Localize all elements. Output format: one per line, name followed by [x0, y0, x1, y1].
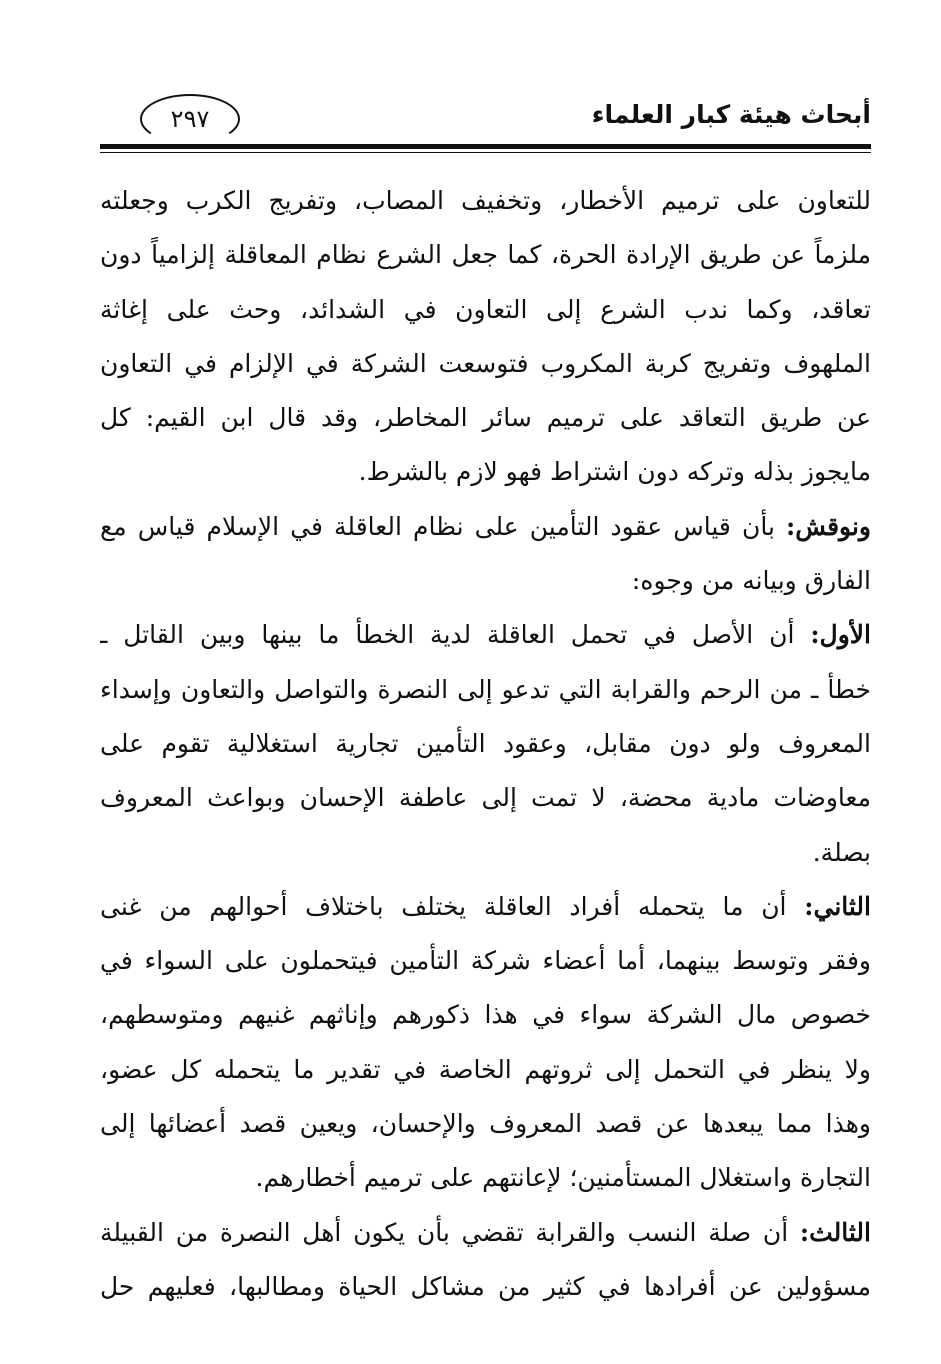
text-line [100, 1043, 871, 1097]
section-lead: الثالث: [799, 1217, 871, 1247]
running-title: أبحاث هيئة كبار العلماء [591, 100, 871, 129]
line-text: مسؤولين عن أفرادها في كثير من مشاكل الحياة ومطالبها، فعليهم حل [100, 1271, 871, 1301]
header-rule-thick [100, 144, 871, 149]
text-line [100, 934, 871, 988]
body-text [100, 174, 871, 1314]
line-text: أن ما يتحمله أفراد العاقلة يختلف باختلاف أحوالهم من غنى [100, 891, 805, 921]
line-text: خصوص مال الشركة سواء في هذا ذكورهم وإناثهم غنيهم ومتوسطهم، [100, 1000, 871, 1030]
text-line [100, 228, 871, 282]
text-line [100, 988, 871, 1042]
line-text: ولا ينظر في التحمل إلى ثروتهم الخاصة في تقدير ما يتحمله كل عضو، [100, 1054, 871, 1084]
line-text: ملزماً عن طريق الإرادة الحرة، كما جعل الشرع نظام المعاقلة إلزامياً دون [100, 240, 871, 270]
line-text: وفقر وتوسط بينهما، أما أعضاء شركة التأمين فيتحملون على السواء في [100, 946, 871, 976]
text-line [100, 1260, 871, 1314]
line-text: معاوضات مادية محضة، لا تمت إلى عاطفة الإحسان وبواعث المعروف [100, 783, 871, 813]
text-line [100, 391, 871, 445]
line-text: أن صلة النسب والقرابة تقضي بأن يكون أهل النصرة من القبيلة [100, 1217, 800, 1247]
line-text: المعروف ولو دون مقابل، وعقود التأمين تجارية استغلالية تقوم على [100, 728, 871, 758]
text-line [100, 717, 871, 771]
header-rule-thin [100, 152, 871, 153]
text-line [100, 554, 871, 608]
text-line [100, 445, 871, 499]
line-text: بصلة. [812, 837, 871, 867]
text-line [100, 608, 871, 662]
line-text: خطأ ـ من الرحم والقرابة التي تدعو إلى النصرة والتواصل والتعاون وإسداء [100, 674, 871, 704]
text-line [100, 174, 871, 228]
page-header [100, 90, 871, 156]
text-line [100, 283, 871, 337]
line-text: التجارة واستغلال المستأمنين؛ لإعانتهم على ترميم أخطارهم. [255, 1163, 871, 1193]
text-line [100, 880, 871, 934]
text-line [100, 663, 871, 717]
line-text: أن الأصل في تحمل العاقلة لدية الخطأ ما بينها وبين القاتل ـ [100, 620, 811, 650]
page-number: ٢٩٧ [140, 94, 240, 144]
text-line [100, 771, 871, 825]
text-line [100, 337, 871, 391]
line-text: الفارق وبيانه من وجوه: [631, 566, 871, 596]
section-lead: ونوقش: [786, 511, 871, 541]
text-line [100, 826, 871, 880]
line-text: عن طريق التعاقد على ترميم سائر المخاطر، وقد قال ابن القيم: كل [100, 403, 871, 433]
line-text: للتعاون على ترميم الأخطار، وتخفيف المصاب، وتفريج الكرب وجعلته [100, 186, 871, 215]
line-text: الملهوف وتفريج كربة المكروب فتوسعت الشركة في الإلزام في التعاون [100, 348, 871, 378]
section-lead: الأول: [810, 620, 871, 650]
text-line [100, 1206, 871, 1260]
line-text: وهذا مما يبعدها عن قصد المعروف والإحسان، ويعين قصد أعضائها إلى [100, 1109, 871, 1139]
line-text: تعاقد، وكما ندب الشرع إلى التعاون في الشدائد، وحث على إغاثة [100, 294, 871, 324]
line-text: مايجوز بذله وتركه دون اشتراط فهو لازم بالشرط. [358, 457, 871, 487]
line-text: بأن قياس عقود التأمين على نظام العاقلة في الإسلام قياس مع [100, 511, 786, 541]
section-lead: الثاني: [804, 891, 871, 921]
text-line [100, 1097, 871, 1151]
text-line [100, 500, 871, 554]
text-line [100, 1151, 871, 1205]
